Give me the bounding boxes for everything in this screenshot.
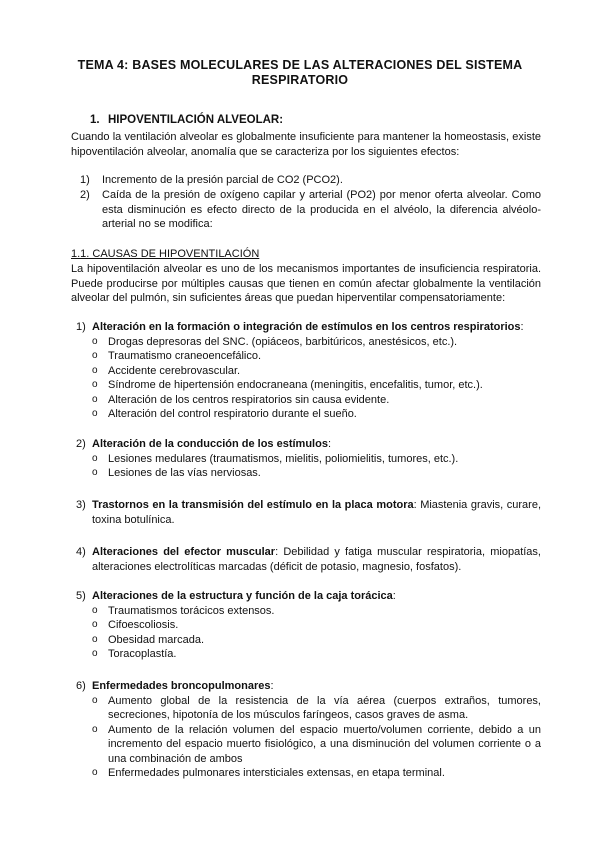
cause-items [76,604,541,662]
list-item-text: Accidente cerebrovascular. [108,364,241,377]
list-item [92,766,541,781]
effect-number: 1) [80,174,90,186]
cause-detail: : [327,438,332,450]
list-item [92,407,541,422]
list-item [92,604,541,619]
bullet-icon: o [92,648,98,659]
cause-section [76,498,541,527]
bullet-icon: o [92,335,98,347]
cause-detail: : [520,321,524,333]
list-item [92,364,541,379]
cause-section [76,320,541,422]
list-item [92,466,541,481]
cause-text [92,545,541,574]
cause-number: 3) [76,499,86,511]
bullet-icon: o [92,633,98,645]
list-item-text: Traumatismo craneoencefálico. [108,350,262,362]
bullet-icon: o [92,604,98,616]
section-intro: Cuando la ventilación alveolar es globalmente insuficiente para mantener la homeostasis, existe hipoventilación alveolar, anomalía que se caracteriza por los siguientes efectos: [71,131,541,158]
list-item [92,618,541,633]
cause-section [76,589,541,662]
cause-number: 1) [76,321,86,333]
list-item [92,349,541,364]
list-item-text: Lesiones medulares (traumatismos, mielitis, poliomielitis, tumores, etc.). [108,452,459,465]
section-number: 1. [90,114,100,126]
cause-section [76,679,541,781]
cause-number: 2) [76,438,86,450]
cause-detail: : Debilidad y fatiga muscular respiratoria, miopatías, alteraciones electrolíticas marcadas (déficit de potasio, magnesio, fosfatos). [92,546,541,573]
subsection-heading: 1.1. CAUSAS DE HIPOVENTILACIÓN [71,248,260,260]
list-item-text: Cifoescoliosis. [108,619,179,631]
list-item-text: Enfermedades pulmonares intersticiales extensas, en etapa terminal. [108,767,445,779]
list-item [92,723,541,767]
cause-title: Alteraciones del efector muscular [92,546,276,558]
cause-text [92,437,541,452]
list-item-text: Aumento global de la resistencia de la vía aérea (cuerpos extraños, tumores, secreciones, hipotonía de los músculos faríngeos, casos graves de asma. [108,694,541,721]
bullet-icon: o [92,393,98,405]
bullet-icon: o [92,467,98,478]
cause-title: Alteración de la conducción de los estímulos [92,438,328,450]
effect-number: 2) [80,189,90,201]
list-item-text: Obesidad marcada. [108,633,204,646]
effect-text: Incremento de la presión parcial de CO2 (PCO2). [102,174,343,186]
cause-section [76,545,541,574]
cause-text [92,320,541,335]
bullet-icon: o [92,364,98,376]
title-line-2: RESPIRATORIO [251,73,349,87]
list-item-text: Alteración del control respiratorio durante el sueño. [108,408,357,420]
cause-text [92,589,541,604]
cause-title: Alteraciones de la estructura y función de la caja torácica [92,590,393,602]
cause-title: Enfermedades broncopulmonares [92,680,271,692]
section-heading-text: HIPOVENTILACIÓN ALVEOLAR: [108,114,284,126]
effect-item [80,188,541,232]
list-item-text: Lesiones de las vías nerviosas. [108,467,261,479]
cause-detail: : [392,590,396,602]
section-heading [90,114,283,126]
bullet-icon: o [92,619,98,630]
cause-items [76,694,541,781]
bullet-icon: o [92,723,98,735]
list-item-text: Síndrome de hipertensión endocraneana (meningitis, encefalitis, tumor, etc.). [108,379,483,391]
cause-number: 6) [76,680,86,692]
cause-text [92,679,541,694]
list-item-text: Drogas depresoras del SNC. (opiáceos, barbitúricos, anestésicos, etc.). [108,335,458,348]
cause-title: Trastornos en la transmisión del estímulo en la placa motora [92,499,414,511]
cause-items [76,335,541,422]
list-item [92,647,541,662]
list-item-text: Toracoplastía. [108,648,177,660]
cause-items [76,452,541,481]
cause-detail: : [270,680,274,692]
cause-number: 4) [76,546,86,558]
title-line-1: TEMA 4: BASES MOLECULARES DE LAS ALTERACIONES DEL SISTEMA [77,58,523,72]
list-item [92,378,541,393]
list-item [92,633,541,648]
subsection-intro: La hipoventilación alveolar es uno de los mecanismos importantes de insuficiencia respiratoria. Puede producirse por múltiples causas que tienen en común afectar globalmente la ventilación alveolar del pulmón, sin suficientes áreas que puedan hiperventilar compensatoriamente: [71,263,541,304]
list-item [92,452,541,467]
cause-section [76,437,541,481]
cause-detail: : Miastenia gravis, curare, toxina botulínica. [92,499,541,526]
cause-number: 5) [76,590,86,602]
list-item [92,335,541,350]
effect-text: Caída de la presión de oxígeno capilar y arterial (PO2) por menor oferta alveolar. Como esta disminución es efecto directo de la producida en el alvéolo, la diferencia alvéolo-arterial no se modifica: [102,189,541,230]
bullet-icon: o [92,379,98,390]
bullet-icon: o [92,350,98,361]
list-item [92,694,541,723]
bullet-icon: o [92,694,98,706]
bullet-icon: o [92,408,98,419]
page-title [60,58,540,88]
cause-title: Alteración en la formación o integración de estímulos en los centros respiratorios [92,321,521,333]
list-item [92,393,541,408]
bullet-icon: o [92,767,98,778]
effect-item [80,173,541,188]
list-item-text: Alteración de los centros respiratorios sin causa evidente. [108,393,390,406]
bullet-icon: o [92,452,98,464]
cause-text [92,498,541,527]
list-item-text: Aumento de la relación volumen del espacio muerto/volumen corriente, debido a un incremento del espacio muerto fisiológico, a una disminución del volumen corriente o a una combinación de ambos [108,723,541,765]
list-item-text: Traumatismos torácicos extensos. [108,604,275,617]
